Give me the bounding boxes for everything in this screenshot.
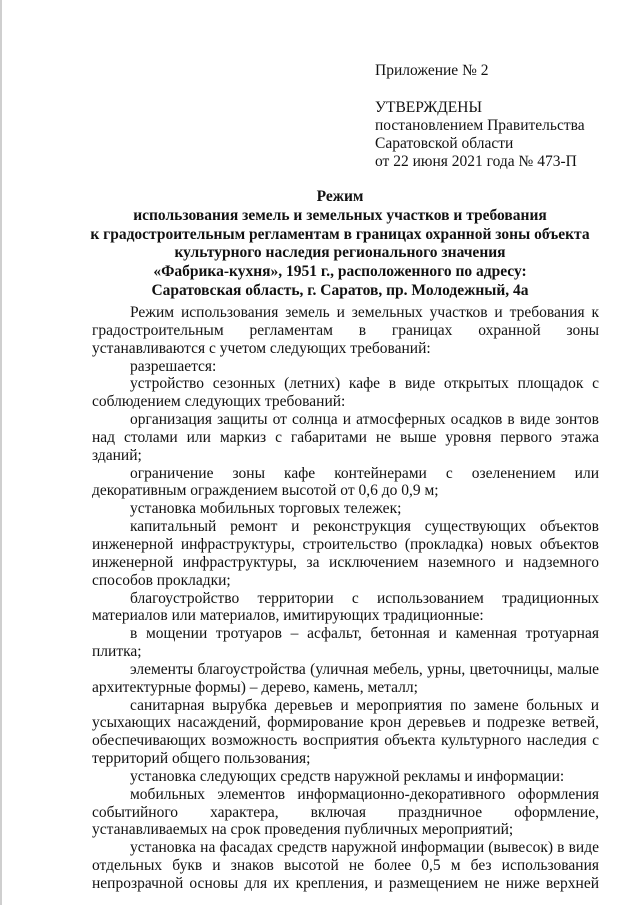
paragraph: ограничение зоны кафе контейнерами с озеленением или декоративным ограждением высотой от 0,6 до 0,9 м;	[92, 464, 599, 500]
paragraph: разрешается:	[130, 357, 217, 375]
approval-line-3: от 22 июня 2021 года № 473-П	[375, 153, 577, 170]
scan-edge	[0, 0, 2, 905]
paragraph: в мощении тротуаров – асфальт, бетонная и каменная тротуарная плитка;	[92, 625, 599, 661]
paragraph: санитарная вырубка деревьев и мероприятия по замене больных и усыхающих насаждений, формирование крон деревьев и подрезке ветвей, обеспечивающих возможность восприятия объекта культурного наследия с территорий общего пользования;	[92, 696, 599, 768]
title-line: «Фабрика-кухня», 1951 г., расположенного по адресу:	[153, 263, 527, 281]
appendix-label: Приложение № 2	[375, 62, 489, 79]
title-line: Режим	[316, 188, 364, 205]
paragraph: организация защиты от солнца и атмосферных осадков в виде зонтов над столами или маркиз с габаритами не выше уровня первого этажа зданий;	[92, 411, 599, 464]
title-line: культурного наследия регионального значения	[174, 244, 506, 262]
document-body	[92, 304, 599, 893]
title-line: к градостроительным регламентам в границах охранной зоны объекта	[90, 225, 590, 243]
paragraph: мобильных элементов информационно-декоративного оформления событийного характера, включая праздничное оформление, устанавливаемых на срок проведения публичных мероприятий;	[92, 785, 599, 839]
paragraph: установка следующих средств наружной рекламы и информации:	[130, 767, 565, 785]
paragraph: установка мобильных торговых тележек;	[130, 500, 402, 518]
approval-line-2: Саратовской области	[375, 135, 514, 152]
paragraph: установка на фасадах средств наружной информации (вывесок) в виде отдельных букв и знаков высотой не более 0,5 м без использования непрозрачной основы для их крепления, и размещением не ниже верхней	[92, 839, 599, 892]
approval-block	[375, 62, 625, 171]
title-line: Саратовская область, г. Саратов, пр. Молодежный, 4а	[151, 281, 529, 299]
paragraph: устройство сезонных (летних) кафе в виде открытых площадок с соблюдением следующих требований:	[92, 375, 599, 411]
paragraph: элементы благоустройства (уличная мебель, урны, цветочницы, малые архитектурные формы) – дерево, камень, металл;	[92, 660, 599, 696]
approval-line-1: постановлением Правительства	[375, 117, 585, 134]
paragraph: благоустройство территории с использованием традиционных материалов или материалов, имитирующих традиционные:	[92, 589, 599, 625]
approved-label: УТВЕРЖДЕНЫ	[375, 99, 482, 116]
paragraph: Режим использования земель и земельных участков и требования к градостроительным регламентам в границах охранной зоны устанавливаются с учетом следующих требований:	[92, 304, 599, 357]
paragraph: капитальный ремонт и реконструкция существующих объектов инженерной инфраструктуры, строительство (прокладка) новых объектов инженерной инфраструктуры, за исключением наземного и надземного способов прокладки;	[92, 518, 599, 589]
title-line: использования земель и земельных участков и требования	[133, 206, 547, 224]
document-title	[60, 188, 620, 301]
